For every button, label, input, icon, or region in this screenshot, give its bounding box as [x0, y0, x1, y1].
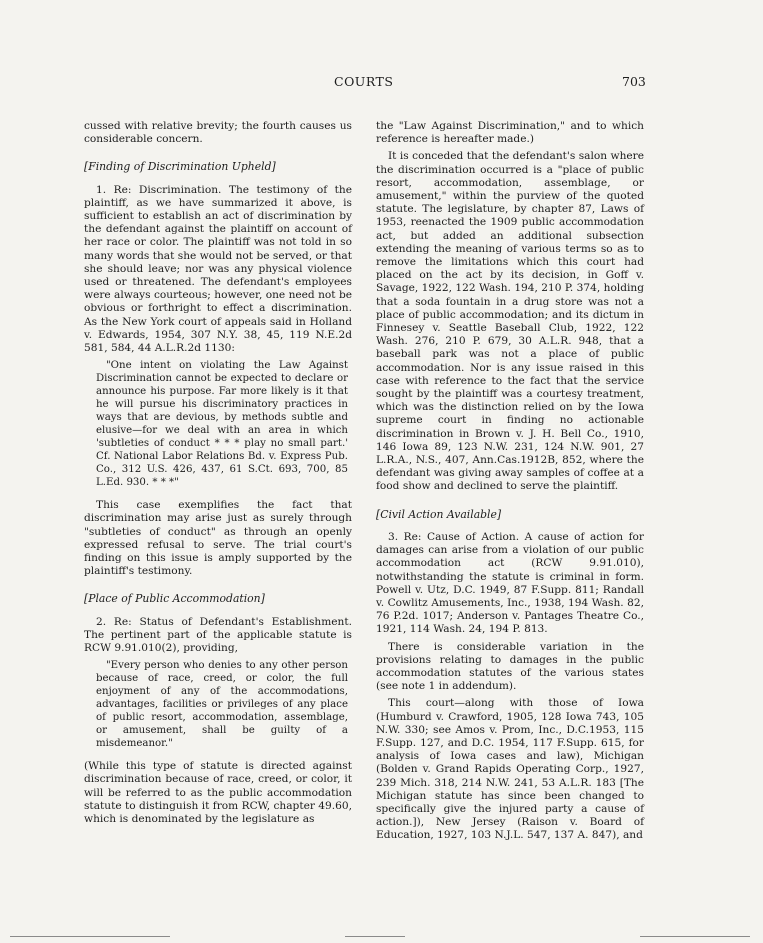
right-column	[376, 120, 644, 847]
paragraph: 3. Re: Cause of Action. A cause of action for damages can arise from a violation of our public accommodation act (RCW 9.91.010), notwithstanding the statute is criminal in form. Powell v. Utz, D.C. 1949, 87 F.Supp. 811; Randall v. Cowlitz Amusements, Inc., 1938, 194 Wash. 82, 76 P.2d. 1017; Anderson v. Pantages Theatre Co., 1921, 114 Wash. 24, 194 P. 813.	[376, 530, 644, 636]
footer-rule	[640, 936, 750, 937]
running-head: COURTS	[334, 74, 394, 89]
page-header	[0, 74, 763, 94]
footer-rule	[345, 936, 405, 937]
paragraph: the "Law Against Discrimination," and to which reference is hereafter made.)	[376, 120, 644, 146]
paragraph: This court—along with those of Iowa (Humburd v. Crawford, 1905, 128 Iowa 743, 105 N.W. 330; see Amos v. Prom, Inc., D.C.1953, 115 F.Supp. 127, and D.C. 1954, 117 F.Supp. 615, for analysis of Iowa cases and law), Michigan (Bolden v. Grand Rapids Operating Corp., 1927, 239 Mich. 318, 214 N.W. 241, 53 A.L.R. 183 [The Michigan statute has since been changed to specifically give the injured party a cause of action.]), New Jersey (Raison v. Board of Education, 1927, 103 N.J.L. 547, 137 A. 847), and	[376, 697, 644, 842]
paragraph: (While this type of statute is directed against discrimination because of race, creed, or color, it will be referred to as the public accommodation statute to distinguish it from RCW, chapter 49.60, which is denominated by the legislature as	[84, 760, 352, 826]
block-quote: "One intent on violating the Law Against Discrimination cannot be expected to declare or announce his purpose. Far more likely is it that he will pursue his discriminatory practices in ways that are devious, by methods subtle and elusive—for we deal with an area in which 'subtleties of conduct * * * play no small part.' Cf. National Labor Relations Bd. v. Express Pub. Co., 312 U.S. 426, 437, 61 S.Ct. 693, 700, 85 L.Ed. 930. * * *"	[96, 360, 348, 489]
paragraph: 1. Re: Discrimination. The testimony of the plaintiff, as we have summarized it above, is sufficient to establish an act of discrimination by the defendant against the plaintiff on account of her race or color. The plaintiff was not told in so many words that she would not be served, or that she should leave; nor was any physical violence used or threatened. The defendant's employees were always courteous; however, one need not be obvious or forthright to effect a discrimination. As the New York court of appeals said in Holland v. Edwards, 1954, 307 N.Y. 38, 45, 119 N.E.2d 581, 584, 44 A.L.R.2d 1130:	[84, 183, 352, 355]
footer-rule	[10, 936, 170, 937]
section-heading: [Finding of Discrimination Upheld]	[84, 160, 276, 174]
paragraph: 2. Re: Status of Defendant's Establishment. The pertinent part of the applicable statute is RCW 9.91.010(2), providing,	[84, 615, 352, 655]
block-quote: "Every person who denies to any other person because of race, creed, or color, the full enjoyment of any of the accommodations, advantages, facilities or privileges of any place of public resort, accommodation, assemblage, or amusement, shall be guilty of a misdemeanor."	[96, 660, 348, 750]
left-column	[84, 120, 352, 830]
paragraph: There is considerable variation in the provisions relating to damages in the public accommodation statutes of the various states (see note 1 in addendum).	[376, 640, 644, 693]
paragraph: It is conceded that the defendant's salon where the discrimination occurred is a "place of public resort, accommodation, assemblage, or amusement," within the purview of the quoted statute. The legislature, by chapter 87, Laws of 1953, reenacted the 1909 public accommodation act, but added an additional subsection extending the meaning of various terms so as to remove the limitations which this court had placed on the act by its decision, in Goff v. Savage, 1922, 122 Wash. 194, 210 P. 374, holding that a soda fountain in a drug store was not a place of public accommodation; and its dictum in Finnesey v. Seattle Baseball Club, 1922, 122 Wash. 276, 210 P. 679, 30 A.L.R. 948, that a baseball park was not a place of public accommodation. Nor is any issue raised in this case with reference to the fact that the service sought by the plaintiff was a courtesy treatment, which was the distinction relied on by the Iowa supreme court in finding no actionable discrimination in Brown v. J. H. Bell Co., 1910, 146 Iowa 89, 123 N.W. 231, 124 N.W. 901, 27 L.R.A., N.S., 407, Ann.Cas.1912B, 852, where the defendant was giving away samples of coffee at a food show and declined to serve the plaintiff.	[376, 150, 644, 493]
paragraph: This case exemplifies the fact that discrimination may arise just as surely through "subtleties of conduct" as through an openly expressed refusal to serve. The trial court's finding on this issue is amply supported by the plaintiff's testimony.	[84, 499, 352, 578]
section-heading: [Civil Action Available]	[376, 507, 502, 521]
paragraph: cussed with relative brevity; the fourth causes us considerable concern.	[84, 120, 352, 146]
page-number: 703	[622, 74, 646, 89]
section-heading: [Place of Public Accommodation]	[84, 592, 265, 606]
